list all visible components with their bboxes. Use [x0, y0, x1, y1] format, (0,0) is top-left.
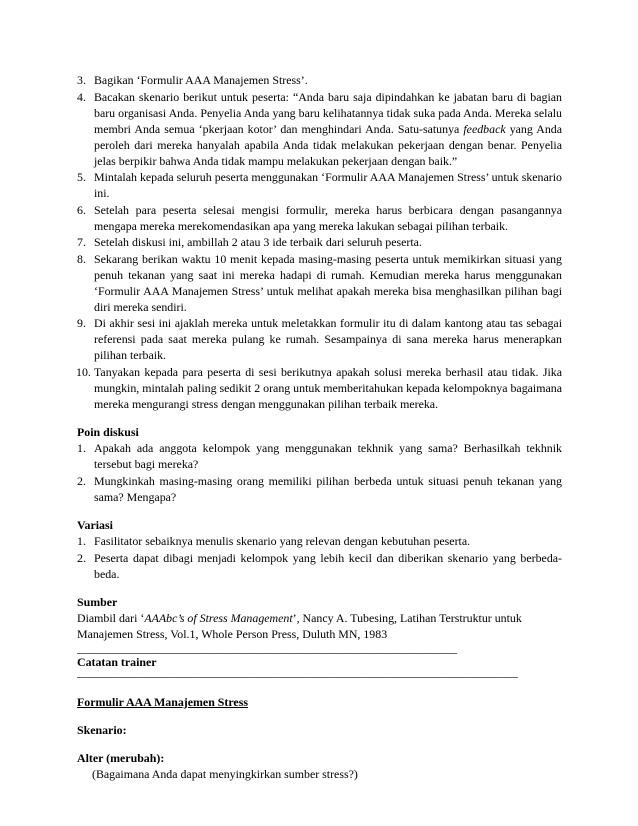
step-item	[77, 72, 562, 88]
poin-diskusi-list	[77, 440, 562, 505]
step-number: 8.	[77, 251, 86, 266]
step-number: 6.	[77, 202, 86, 217]
item-number: 1.	[77, 534, 86, 548]
variasi-list	[77, 533, 562, 582]
step-number: 9.	[77, 316, 86, 330]
step-text: Tanyakan kepada para peserta di sesi berikutnya apakah solusi mereka berhasil atau tidak. Jika mungkin, mintalah paling sedikit 2 orang untuk memberitahukan kepada kelompoknya bagaimana mereka mengurangi stress dengan menggunakan pilihan terbaik mereka.	[94, 364, 562, 411]
step-item	[77, 202, 562, 234]
step-item	[77, 364, 562, 412]
sumber-book-title: AAAbc’s of Stress Management	[144, 611, 293, 625]
item-text: Apakah ada anggota kelompok yang menggunakan tekhnik yang sama? Berhasilkah tekhnik tersebut bagi mereka?	[94, 441, 562, 471]
catatan-trainer-heading: Catatan trainer	[77, 655, 157, 669]
step-item	[77, 234, 562, 250]
sumber-text-start: Diambil dari ‘	[77, 611, 145, 625]
poin-diskusi-heading: Poin diskusi	[77, 425, 139, 439]
item-text: Mungkinkah masing-masing orang memiliki pilihan berbeda untuk situasi penuh tekanan yang sama? Mengapa?	[94, 473, 562, 504]
list-item	[77, 550, 562, 582]
step-number: 10.	[76, 364, 91, 379]
variasi-heading: Variasi	[77, 518, 113, 532]
step-text-italic: feedback	[463, 121, 506, 136]
step-text: Mintalah kepada seluruh peserta menggunakan ‘Formulir AAA Manajemen Stress’ untuk skenario ini.	[94, 170, 562, 200]
sumber-heading: Sumber	[77, 595, 118, 609]
step-number: 5.	[77, 170, 86, 184]
step-number: 4.	[77, 89, 86, 104]
step-number: 3.	[77, 73, 86, 87]
form-title: Formulir AAA Manajemen Stress	[77, 695, 248, 709]
step-item	[77, 315, 562, 363]
step-text: Bacakan skenario berikut untuk peserta: “Anda baru saja dipindahkan ke jabatan baru di bagian baru organisasi Anda. Penyelia Anda yang baru kelihatannya tidak suka pada Anda. Mereka selalu membri Anda semua ‘pkerjaan kotor’ dan menghindari Anda. Satu-satunya	[94, 89, 562, 136]
step-text: Setelah para peserta selesai mengisi formulir, mereka harus berbicara dengan pasangannya mengapa mereka merekomendasikan apa yang mereka lakukan sebagai pilihan terbaik.	[94, 202, 562, 233]
list-item	[77, 533, 562, 549]
list-item	[77, 473, 562, 505]
sumber-text-rest: ’, Nancy A. Tubesing, Latihan Terstruktur untuk Manajemen Stress, Vol.1, Whole Person Press, Duluth MN, 1983	[77, 611, 522, 641]
step-text: yang Anda peroleh dari mereka hanyalah apabila Anda tidak melakukan pekerjaan dengan benar. Penyelia jelas berpikir bahwa Anda tidak mampu melakukan pekerjaan dengan baik.”	[94, 121, 562, 168]
item-number: 2.	[77, 473, 86, 488]
catatan-divider: ———————————————————————————————————————	[77, 670, 518, 682]
step-text: Sekarang berikan waktu 10 menit kepada masing-masing peserta untuk memikirkan situasi yang penuh tekanan yang saat ini mereka hadapi di rumah. Kemudian mereka harus menggunakan ‘Formulir AAA Manajemen Stress’ untuk melihat apakah mereka bisa menghasilkan pilihan bagi diri mereka sendiri.	[94, 251, 562, 314]
alter-note: (Bagaimana Anda dapat menyingkirkan sumber stress?)	[92, 767, 358, 781]
list-item	[77, 440, 562, 472]
step-number: 7.	[77, 235, 86, 249]
step-text: Di akhir sesi ini ajaklah mereka untuk meletakkan formulir itu di dalam kantong atau tas sebagai referensi pada saat mereka pulang ke rumah. Sesampainya di sana mereka harus menerapkan pilihan terbaik.	[94, 316, 562, 362]
step-item	[77, 89, 562, 169]
skenario-label: Skenario:	[77, 723, 127, 737]
steps-list	[77, 72, 562, 412]
step-text: Bagikan ‘Formulir AAA Manajemen Stress’.	[94, 73, 308, 87]
step-item	[77, 251, 562, 315]
step-text: Setelah diskusi ini, ambillah 2 atau 3 ide terbaik dari seluruh peserta.	[94, 235, 422, 249]
step-item	[77, 169, 562, 201]
document-page	[77, 72, 562, 782]
item-text: Peserta dapat dibagi menjadi kelompok yang lebih kecil dan diberikan skenario yang berbeda-beda.	[94, 550, 562, 581]
alter-label: Alter (merubah):	[77, 751, 165, 765]
sumber-divider: _______________________________________________________________________	[77, 642, 457, 654]
item-text: Fasilitator sebaiknya menulis skenario yang relevan dengan kebutuhan peserta.	[94, 534, 471, 548]
item-number: 2.	[77, 550, 86, 565]
item-number: 1.	[77, 441, 86, 455]
sumber-text	[77, 610, 562, 642]
